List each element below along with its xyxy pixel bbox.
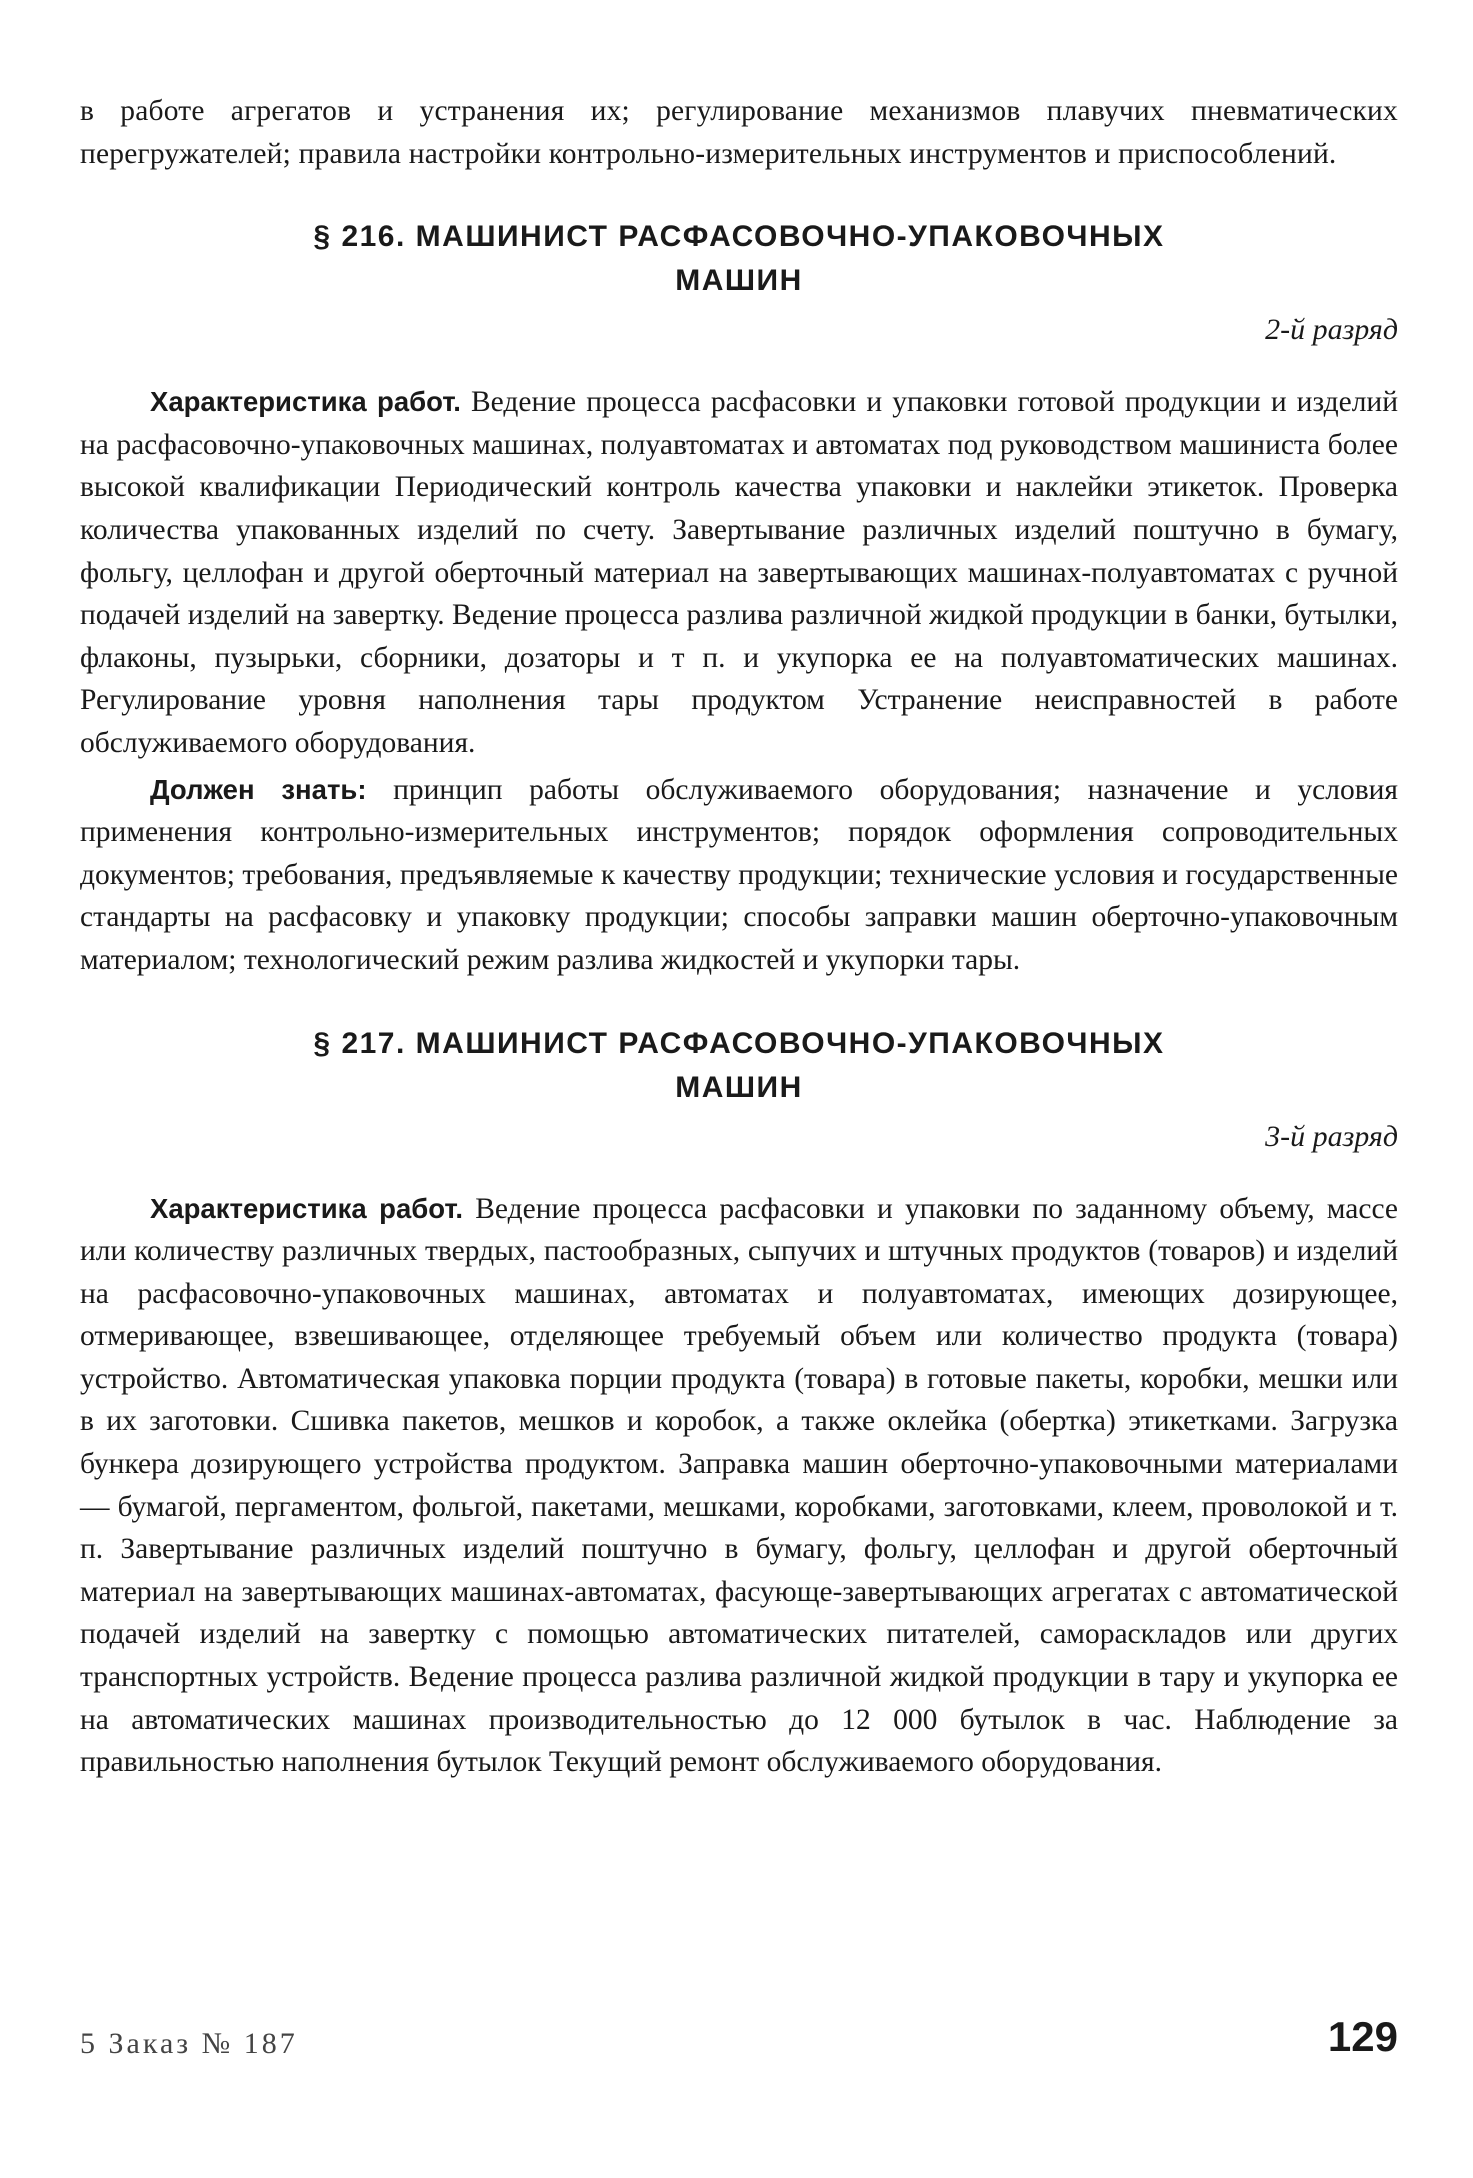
section-heading-217 — [80, 1022, 1398, 1110]
section-216 — [80, 215, 1398, 981]
section-heading-line1: § 216. МАШИНИСТ РАСФАСОВОЧНО-УПАКОВОЧНЫХ — [313, 220, 1165, 254]
section-heading-line1: § 217. МАШИНИСТ РАСФАСОВОЧНО-УПАКОВОЧНЫХ — [313, 1026, 1165, 1060]
knowledge-paragraph — [80, 769, 1398, 982]
knowledge-text: принцип работы обслуживаемого оборудования; назначение и условия применения контрольно-измерительных инструментов; порядок оформления сопроводительных документов; требования, предъявляемые к качеству продукции; технические условия и государственные стандарты на расфасовку и упаковку продукции; способы заправки машин оберточно-упаковочным материалом; технологический режим разлива жидкостей и укупорки тары. — [80, 773, 1398, 976]
characteristics-label: Характеристика работ. — [150, 1192, 464, 1224]
printer-signature: 5 Заказ № 187 — [80, 2027, 298, 2060]
characteristics-paragraph — [80, 381, 1398, 764]
characteristics-paragraph — [80, 1188, 1398, 1784]
rank-label: 3-й разряд — [1265, 1119, 1398, 1153]
page-footer — [80, 2013, 1398, 2073]
characteristics-text: Ведение процесса расфасовки и упаковки по заданному объему, массе или количеству различных твердых, пастообразных, сыпучих и штучных продуктов (товаров) и изделий на расфасовочно-упаковочных машинах, автоматах и полуавтоматах, имеющих дозирующее, отмеривающее, взвешивающее, отделяющее требуемый объем или количество продукта (товара) устройство. Автоматическая упаковка порции продукта (товара) в готовые пакеты, коробки, мешки или в их заготовки. Сшивка пакетов, мешков и коробок, а также оклейка (обертка) этикетками. Загрузка бункера дозирующего устройства продуктом. Заправка машин оберточно-упаковочными материалами — бумагой, пергаментом, фольгой, пакетами, мешками, коробками, заготовками, клеем, проволокой и т. п. Завертывание различных изделий поштучно в бумагу, фольгу, целлофан и другой оберточный материал на завертывающих машинах-автоматах, фасующе-завертывающих агрегатах с автоматической подачей изделий на завертку с помощью автоматических питателей, самораскладов или других транспортных устройств. Ведение процесса разлива различной жидкой продукции в тару и укупорка ее на автоматических машинах производительностью до 12 000 бутылок в час. Наблюдение за правильностью наполнения бутылок Текущий ремонт обслуживаемого оборудования. — [80, 1192, 1398, 1779]
document-page — [80, 90, 1398, 1784]
rank-label: 2-й разряд — [1265, 313, 1398, 347]
section-217 — [80, 1022, 1398, 1784]
continuation-paragraph: в работе агрегатов и устранения их; регулирование механизмов плавучих пневматических перегружателей; правила настройки контрольно-измерительных инструментов и приспособлений. — [80, 95, 1398, 170]
characteristics-text: Ведение процесса расфасовки и упаковки готовой продукции и изделий на расфасовочно-упаковочных машинах, полуавтоматах и автоматах под руководством машиниста более высокой квалификации Периодический контроль качества упаковки и наклейки этикеток. Проверка количества упакованных изделий по счету. Завертывание различных изделий поштучно в бумагу, фольгу, целлофан и другой оберточный материал на завертывающих машинах-полуавтоматах с ручной подачей изделий на завертку. Ведение процесса разлива различной жидкой продукции в банки, бутылки, флаконы, пузырьки, сборники, дозаторы и т п. и укупорка ее на полуавтоматических машинах. Регулирование уровня наполнения тары продуктом Устранение неисправностей в работе обслуживаемого оборудования. — [80, 386, 1398, 759]
page-number: 129 — [1327, 2013, 1398, 2060]
section-heading-line2: МАШИН — [675, 264, 803, 298]
section-heading-216 — [80, 215, 1398, 303]
section-heading-line2: МАШИН — [675, 1070, 803, 1104]
knowledge-label: Должен знать: — [150, 773, 367, 805]
characteristics-label: Характеристика работ. — [150, 386, 461, 418]
